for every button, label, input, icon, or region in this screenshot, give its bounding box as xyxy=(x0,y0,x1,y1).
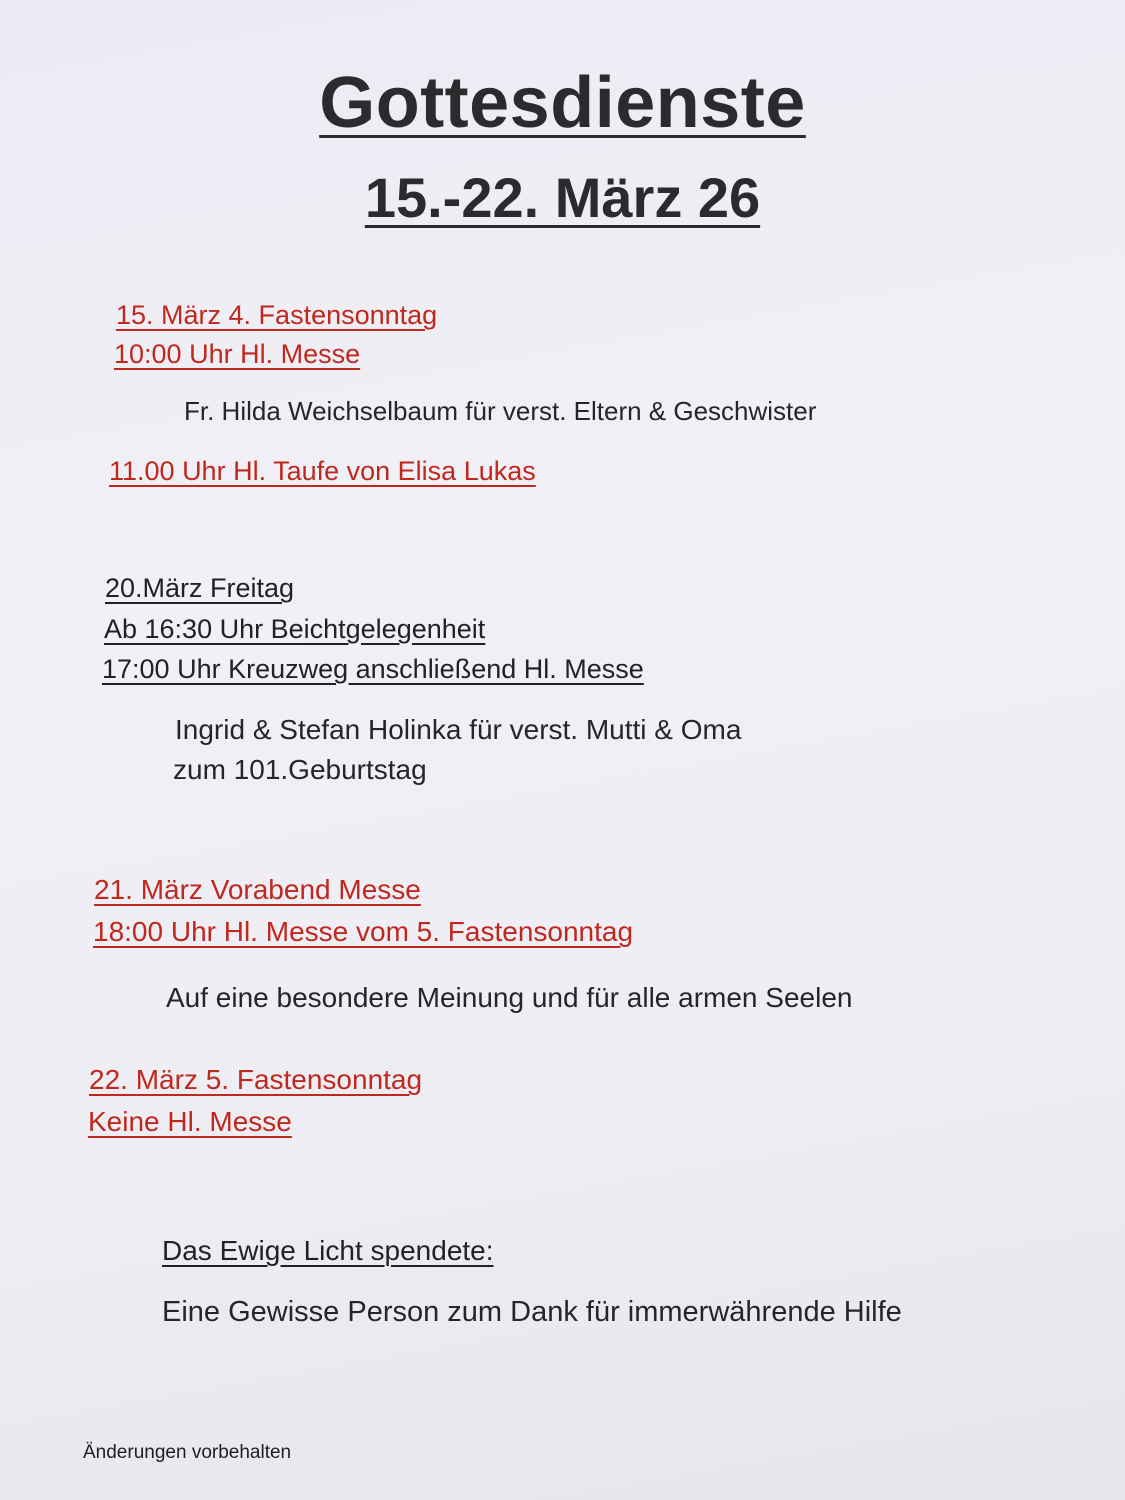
eternal-light-donor: Eine Gewisse Person zum Dank für immerwährende Hilfe xyxy=(162,1296,902,1328)
section-2-stations: 17:00 Uhr Kreuzweg anschließend Hl. Messe xyxy=(102,654,644,684)
section-2-confession: Ab 16:30 Uhr Beichtgelegenheit xyxy=(104,614,486,644)
section-1-intention: Fr. Hilda Weichselbaum für verst. Eltern & Geschwister xyxy=(184,396,817,426)
section-1-time: 10:00 Uhr Hl. Messe xyxy=(114,339,361,369)
section-4-time: Keine Hl. Messe xyxy=(88,1106,292,1137)
section-3-intention: Auf eine besondere Meinung und für alle armen Seelen xyxy=(166,982,853,1013)
section-2-intention-line1: Ingrid & Stefan Holinka für verst. Mutti & Oma xyxy=(175,714,742,745)
page-title: Gottesdienste xyxy=(319,63,806,143)
section-1-baptism: 11.00 Uhr Hl. Taufe von Elisa Lukas xyxy=(109,456,536,486)
eternal-light-heading: Das Ewige Licht spendete: xyxy=(162,1235,494,1266)
section-2-intention-line2: zum 101.Geburtstag xyxy=(173,754,427,785)
section-1-date: 15. März 4. Fastensonntag xyxy=(116,300,438,330)
section-3-time: 18:00 Uhr Hl. Messe vom 5. Fastensonntag xyxy=(93,916,634,947)
date-range-subtitle: 15.-22. März 26 xyxy=(364,166,761,229)
section-4-date: 22. März 5. Fastensonntag xyxy=(89,1064,423,1095)
section-2-date: 20.März Freitag xyxy=(105,573,295,603)
footer-note: Änderungen vorbehalten xyxy=(83,1442,292,1463)
section-3-date: 21. März Vorabend Messe xyxy=(94,874,421,905)
